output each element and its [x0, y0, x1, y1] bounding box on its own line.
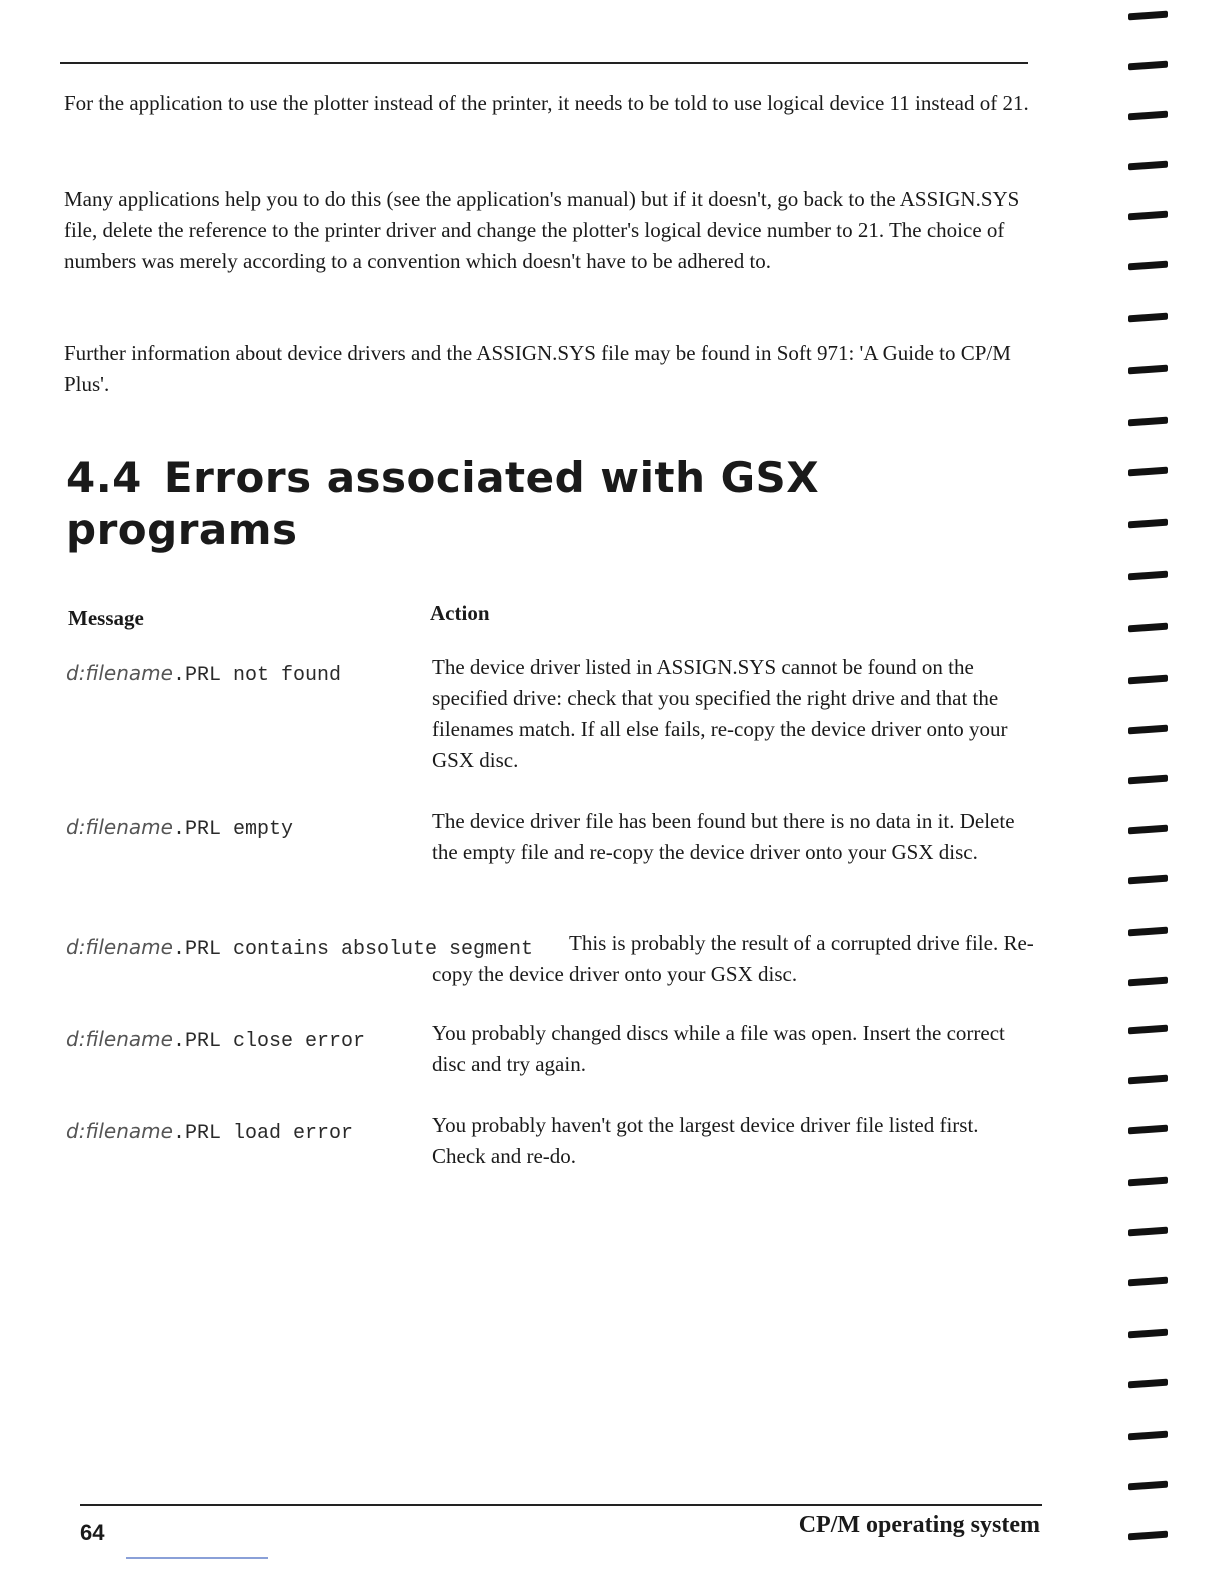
error-message [66, 658, 341, 691]
binding-mark [1128, 623, 1168, 633]
error-action: You probably haven't got the largest device driver file listed first. Check and re-do. [432, 1113, 979, 1168]
error-message [66, 812, 293, 845]
section-number: 4.4 [66, 453, 142, 502]
binding-mark [1128, 1025, 1168, 1035]
footer-title: CP/M operating system [798, 1512, 1040, 1538]
filename-variable: filename [85, 1119, 173, 1143]
binding-mark [1128, 161, 1168, 171]
section-heading [66, 452, 966, 556]
drive-variable: d: [66, 815, 86, 839]
binding-mark [1128, 1329, 1168, 1339]
binding-mark [1128, 875, 1168, 885]
binding-mark [1128, 467, 1168, 477]
binding-mark [1128, 1277, 1168, 1287]
section-title-line2: programs [66, 505, 298, 554]
drive-variable: d: [66, 1027, 86, 1051]
binding-mark [1128, 261, 1168, 271]
filename-variable: filename [85, 1027, 173, 1051]
error-message-text: .PRL load error [172, 1122, 353, 1145]
binding-mark [1128, 927, 1168, 937]
binding-mark [1128, 571, 1168, 581]
binding-mark [1128, 1379, 1168, 1389]
binding-mark [1128, 417, 1168, 427]
error-message [66, 1116, 353, 1149]
error-action: The device driver file has been found but there is no data in it. Delete the empty file and re-copy the device driver onto your GSX disc. [432, 809, 1015, 864]
error-message-text: .PRL close error [172, 1030, 365, 1053]
paragraph-plotter-device: For the application to use the plotter instead of the printer, it needs to be told to use logical device 11 instead of 21. [64, 91, 1029, 115]
error-message-text: .PRL empty [172, 818, 293, 841]
binding-mark [1128, 1431, 1168, 1441]
binding-mark [1128, 977, 1168, 987]
drive-variable: d: [66, 1119, 86, 1143]
binding-mark [1128, 1481, 1168, 1491]
error-action: This is probably the result of a corrupted drive file. Re-copy the device driver onto your GSX disc. [432, 931, 1034, 986]
binding-mark [1128, 1531, 1168, 1541]
filename-variable: filename [85, 935, 173, 959]
spiral-binding [1120, 0, 1180, 1584]
binding-mark [1128, 313, 1168, 323]
drive-variable: d: [66, 935, 86, 959]
binding-mark [1128, 211, 1168, 221]
section-title-line1: Errors associated with GSX [163, 453, 820, 502]
filename-variable: filename [85, 815, 173, 839]
error-message [66, 1024, 365, 1057]
binding-mark [1128, 61, 1168, 71]
error-action: The device driver listed in ASSIGN.SYS cannot be found on the specified drive: check that you specified the right drive and that the filenames match. If all else fails, re-copy the device driver onto your GSX disc. [432, 655, 1008, 772]
binding-mark [1128, 1075, 1168, 1085]
binding-mark [1128, 1227, 1168, 1237]
drive-variable: d: [66, 661, 86, 685]
binding-mark [1128, 519, 1168, 529]
binding-mark [1128, 825, 1168, 835]
column-header-action: Action [430, 601, 490, 625]
binding-mark [1128, 365, 1168, 375]
binding-mark [1128, 1125, 1168, 1135]
error-message-text: .PRL not found [172, 664, 341, 687]
footer-accent-line [126, 1557, 268, 1559]
column-header-message: Message [68, 606, 144, 630]
error-message-text: .PRL contains absolute segment [172, 938, 533, 961]
paragraph-assign-sys: Many applications help you to do this (see the application's manual) but if it doesn't, go back to the ASSIGN.SYS file, delete the reference to the printer driver and change the plotter's logical device number to 21. The choice of numbers was merely according to a convention which doesn't have to be adhered to. [64, 187, 1020, 273]
binding-mark [1128, 11, 1168, 21]
filename-variable: filename [85, 661, 173, 685]
paragraph-further-information: Further information about device drivers and the ASSIGN.SYS file may be found in Soft 971: 'A Guide to CP/M Plus'. [64, 341, 1011, 396]
binding-mark [1128, 111, 1168, 121]
error-action: You probably changed discs while a file was open. Insert the correct disc and try again. [432, 1021, 1005, 1076]
binding-mark [1128, 775, 1168, 785]
binding-mark [1128, 675, 1168, 685]
binding-mark [1128, 725, 1168, 735]
top-rule [60, 62, 1028, 64]
bottom-rule [80, 1504, 1042, 1506]
binding-mark [1128, 1177, 1168, 1187]
page-number: 64 [80, 1520, 105, 1545]
